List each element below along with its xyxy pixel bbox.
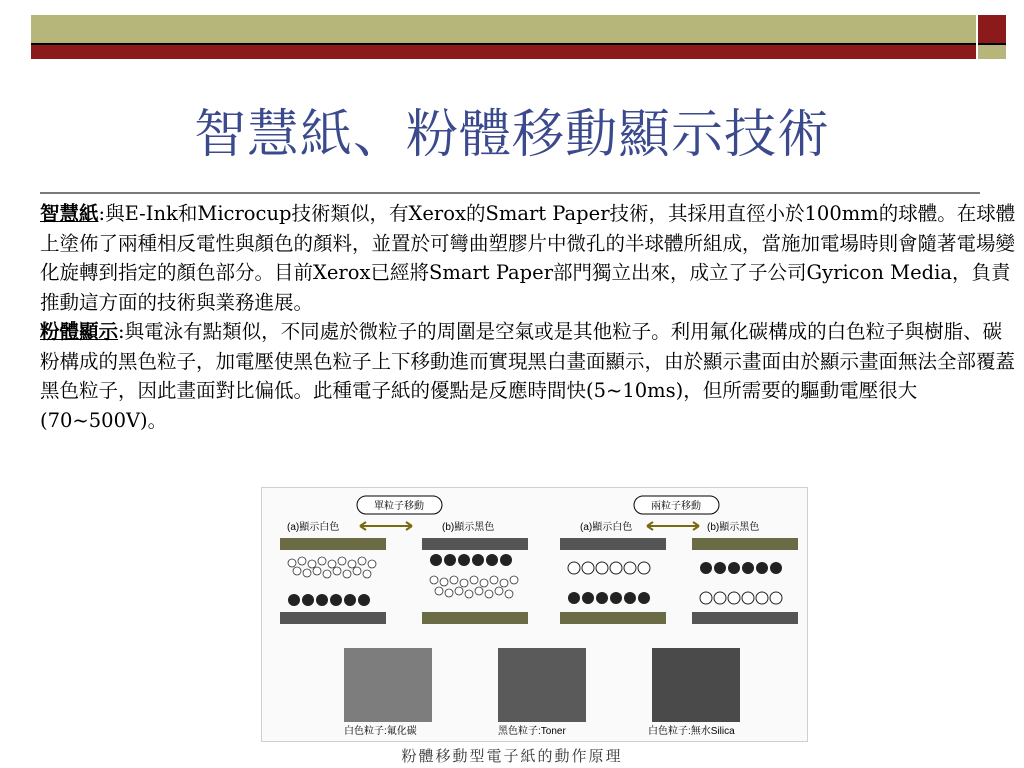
paragraph-smart-paper [40,199,1020,317]
paragraph-powder-display [40,317,1020,435]
micro-label-3: 白色粒子:無水Silica [648,726,735,737]
corner-bottom [978,45,1006,59]
figure-caption: 粉體移動型電子紙的動作原理 [401,747,623,765]
left-arrow [360,522,412,530]
cell3-top-electrode [560,538,666,550]
micrograph-silica [652,648,740,722]
right-header-label: 兩粒子移動 [651,501,701,512]
cell4-top-electrode [692,538,798,550]
cell1-top-electrode [280,538,386,550]
slide-title: 智慧紙、粉體移動顯示技術 [193,105,830,165]
panel-a-right-label: (a)顯示白色 [580,522,633,533]
term-powder-display: 粉體顯示 [40,320,119,343]
cell4-bottom-electrode [692,612,798,624]
cell2-top-electrode [422,538,528,550]
cell1-black-particles [288,594,370,606]
cell3-bottom-electrode [560,612,666,624]
micro-label-1: 白色粒子:氟化碳 [344,726,417,737]
panel-b-left-label: (b)顯示黑色 [442,522,495,533]
cell2-bottom-electrode [422,612,528,624]
micro-label-2: 黑色粒子:Toner [498,726,566,737]
panel-b-right-label: (b)顯示黑色 [707,522,760,533]
cell2-black-particles [430,554,512,566]
cell1-bottom-electrode [280,612,386,624]
figure-diagram [262,488,807,741]
micrograph-toner [498,648,586,722]
corner-top [978,15,1006,43]
text-powder-display: :與電泳有點類似，不同處於微粒子的周圍是空氣或是其他粒子。利用氟化碳構成的白色粒子與樹脂、碳粉構成的黑色粒子，加電壓使黑色粒子上下移動進而實現黑白畫面顯示，由於顯示畫面由於顯示畫面無法全部覆蓋黑色粒子，因此畫面對比偏低。此種電子紙的優點是反應時間快(5~10ms)，但所需要的驅動電壓很大(70~500V)。 [40,320,1016,432]
header-bar-olive [31,15,976,43]
cell2-white-particles [430,576,518,598]
header-corner-block [978,15,1006,59]
slide-body [40,199,1020,435]
header-bar [31,15,976,59]
micrograph-fluorocarbon [344,648,432,722]
text-smart-paper: :與E-Ink和Microcup技術類似，有Xerox的Smart Paper技術，其採用直徑小於100mm的球體。在球體上塗佈了兩種相反電性與顏色的顏料，並置於可彎曲塑膠片中微孔的半球體所組成，當施加電場時則會隨著電場變化旋轉到指定的顏色部分。目前Xerox已經將Smart Paper部門獨立出來，成立了子公司Gyricon Media，負責推動這方面的技術與業務進展。 [40,202,1016,314]
title-underline [40,192,980,194]
header-bar-maroon [31,45,976,59]
cell1-white-particles [288,557,376,578]
cell3-white-particles [568,562,650,574]
cell4-white-particles [700,592,782,604]
right-arrow [647,522,699,530]
term-smart-paper: 智慧紙 [40,202,99,225]
principle-figure [261,487,808,742]
left-header-label: 單粒子移動 [374,501,424,512]
cell3-black-particles [568,592,650,604]
cell4-black-particles [700,562,782,574]
panel-a-left-label: (a)顯示白色 [287,522,340,533]
